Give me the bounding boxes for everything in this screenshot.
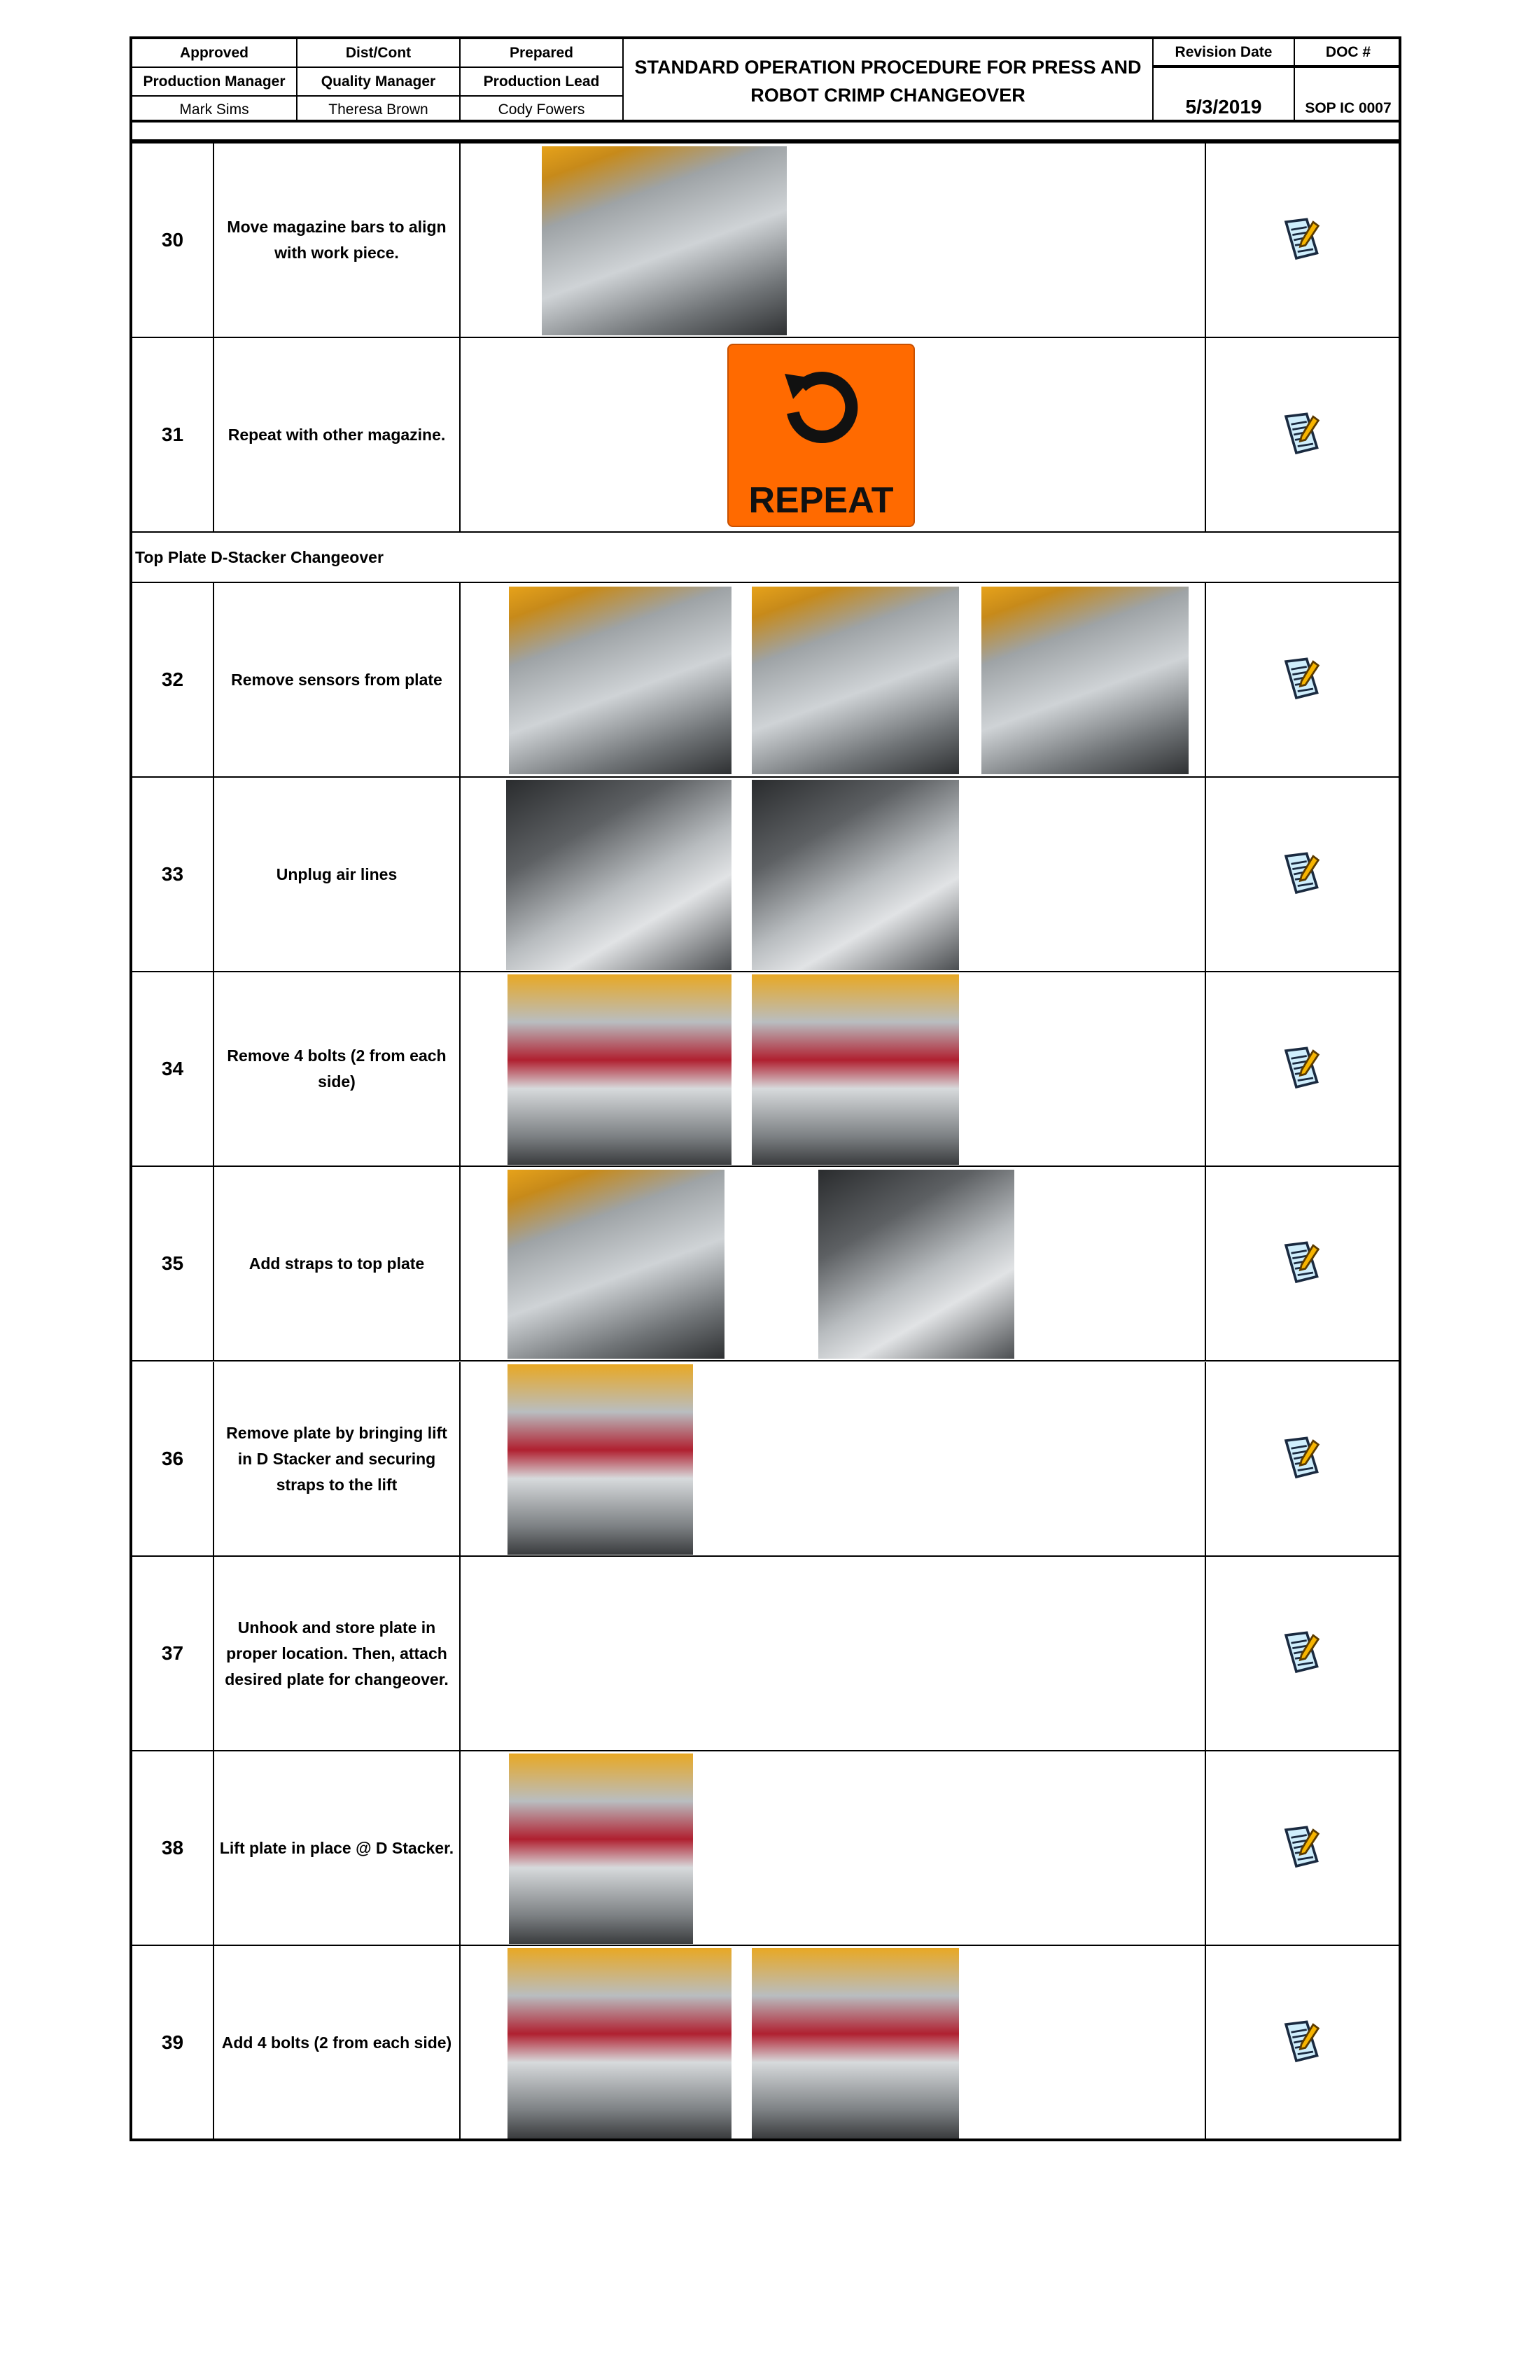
- dist-label: Dist/Cont: [298, 39, 461, 68]
- step-number: 31: [132, 338, 214, 531]
- sop-header: [130, 36, 1401, 122]
- section-header-top-plate: Top Plate D-Stacker Changeover: [132, 533, 1401, 583]
- step-number: 32: [132, 583, 214, 776]
- notes-cell: [1206, 338, 1401, 531]
- step-row-33: [132, 778, 1401, 972]
- step-instruction: Lift plate in place @ D Stacker.: [214, 1751, 461, 1945]
- step-number: 39: [132, 1946, 214, 2139]
- revision-label: Revision Date: [1154, 39, 1295, 68]
- notepad-pencil-icon: [1278, 848, 1330, 901]
- notepad-pencil-icon: [1278, 653, 1330, 706]
- approved-label: Approved: [132, 39, 298, 68]
- notepad-pencil-icon: [1278, 408, 1330, 461]
- step-photo: [507, 1170, 724, 1359]
- dist-name: Theresa Brown: [298, 97, 461, 122]
- step-instruction: Remove 4 bolts (2 from each side): [214, 972, 461, 1166]
- step-photo: [507, 974, 732, 1165]
- notepad-pencil-icon: [1278, 1627, 1330, 1680]
- blank-spacer-row: [132, 122, 1401, 144]
- step-number: 30: [132, 144, 214, 337]
- step-photo: [818, 1170, 1014, 1359]
- step-instruction: Remove plate by bringing lift in D Stacker and securing straps to the lift: [214, 1362, 461, 1555]
- step-instruction: Repeat with other magazine.: [214, 338, 461, 531]
- step-images: [461, 1362, 1206, 1555]
- notes-cell: [1206, 1946, 1401, 2139]
- step-number: 34: [132, 972, 214, 1166]
- doc-label: DOC #: [1295, 39, 1401, 68]
- title-line-1: STANDARD OPERATION PROCEDURE FOR PRESS AND: [634, 56, 1142, 78]
- step-row-38: [132, 1751, 1401, 1946]
- notes-cell: [1206, 972, 1401, 1166]
- repeat-sign: [727, 344, 915, 527]
- notes-cell: [1206, 1557, 1401, 1750]
- notes-cell: [1206, 778, 1401, 971]
- notepad-pencil-icon: [1278, 2016, 1330, 2069]
- dist-role: Quality Manager: [298, 68, 461, 97]
- step-photo: [507, 1948, 732, 2138]
- step-photo: [507, 1364, 693, 1555]
- step-photo: [509, 587, 732, 774]
- step-photo: [981, 587, 1189, 774]
- step-photo: [509, 1754, 693, 1944]
- step-photo: [752, 587, 959, 774]
- revision-date: 5/3/2019: [1154, 68, 1295, 122]
- prepared-name: Cody Fowers: [461, 97, 624, 122]
- repeat-label: REPEAT: [748, 480, 894, 521]
- step-instruction: Unplug air lines: [214, 778, 461, 971]
- step-photo: [752, 780, 959, 970]
- notes-cell: [1206, 1167, 1401, 1360]
- approved-role: Production Manager: [132, 68, 298, 97]
- step-row-39: [132, 1946, 1401, 2141]
- step-photo: [506, 780, 732, 970]
- step-photo: [752, 1948, 959, 2138]
- step-number: 35: [132, 1167, 214, 1360]
- notepad-pencil-icon: [1278, 1237, 1330, 1290]
- step-row-30: [132, 144, 1401, 338]
- step-instruction: Add straps to top plate: [214, 1167, 461, 1360]
- notepad-pencil-icon: [1278, 1432, 1330, 1485]
- notes-cell: [1206, 1362, 1401, 1555]
- step-number: 38: [132, 1751, 214, 1945]
- step-instruction: Add 4 bolts (2 from each side): [214, 1946, 461, 2139]
- step-images: [461, 144, 1206, 337]
- notes-cell: [1206, 144, 1401, 337]
- step-images: [461, 1946, 1206, 2139]
- step-images: [461, 338, 1206, 531]
- notepad-pencil-icon: [1278, 214, 1330, 267]
- procedure-table: [130, 122, 1401, 2141]
- step-row-36: [132, 1362, 1401, 1557]
- step-instruction: Move magazine bars to align with work piece.: [214, 144, 461, 337]
- circular-arrow-icon: [770, 355, 875, 460]
- step-instruction: Unhook and store plate in proper location. Then, attach desired plate for changeover.: [214, 1557, 461, 1750]
- step-images: [461, 972, 1206, 1166]
- step-number: 37: [132, 1557, 214, 1750]
- step-row-35: [132, 1167, 1401, 1362]
- notepad-pencil-icon: [1278, 1042, 1330, 1096]
- step-number: 33: [132, 778, 214, 971]
- step-row-32: [132, 583, 1401, 778]
- prepared-label: Prepared: [461, 39, 624, 68]
- step-images: [461, 1167, 1206, 1360]
- document-title: [624, 39, 1154, 122]
- step-photo: [542, 146, 787, 335]
- step-row-34: [132, 972, 1401, 1167]
- doc-number: SOP IC 0007: [1305, 100, 1392, 116]
- step-row-31: [132, 338, 1401, 533]
- step-number: 36: [132, 1362, 214, 1555]
- step-instruction: Remove sensors from plate: [214, 583, 461, 776]
- step-images: [461, 778, 1206, 971]
- step-photo: [752, 974, 959, 1165]
- notes-cell: [1206, 583, 1401, 776]
- step-images: [461, 1557, 1206, 1750]
- step-images: [461, 583, 1206, 776]
- notes-cell: [1206, 1751, 1401, 1945]
- title-line-2: ROBOT CRIMP CHANGEOVER: [750, 84, 1026, 106]
- step-row-37: [132, 1557, 1401, 1751]
- step-images: [461, 1751, 1206, 1945]
- notepad-pencil-icon: [1278, 1821, 1330, 1875]
- prepared-role: Production Lead: [461, 68, 624, 97]
- approved-name: Mark Sims: [132, 97, 298, 122]
